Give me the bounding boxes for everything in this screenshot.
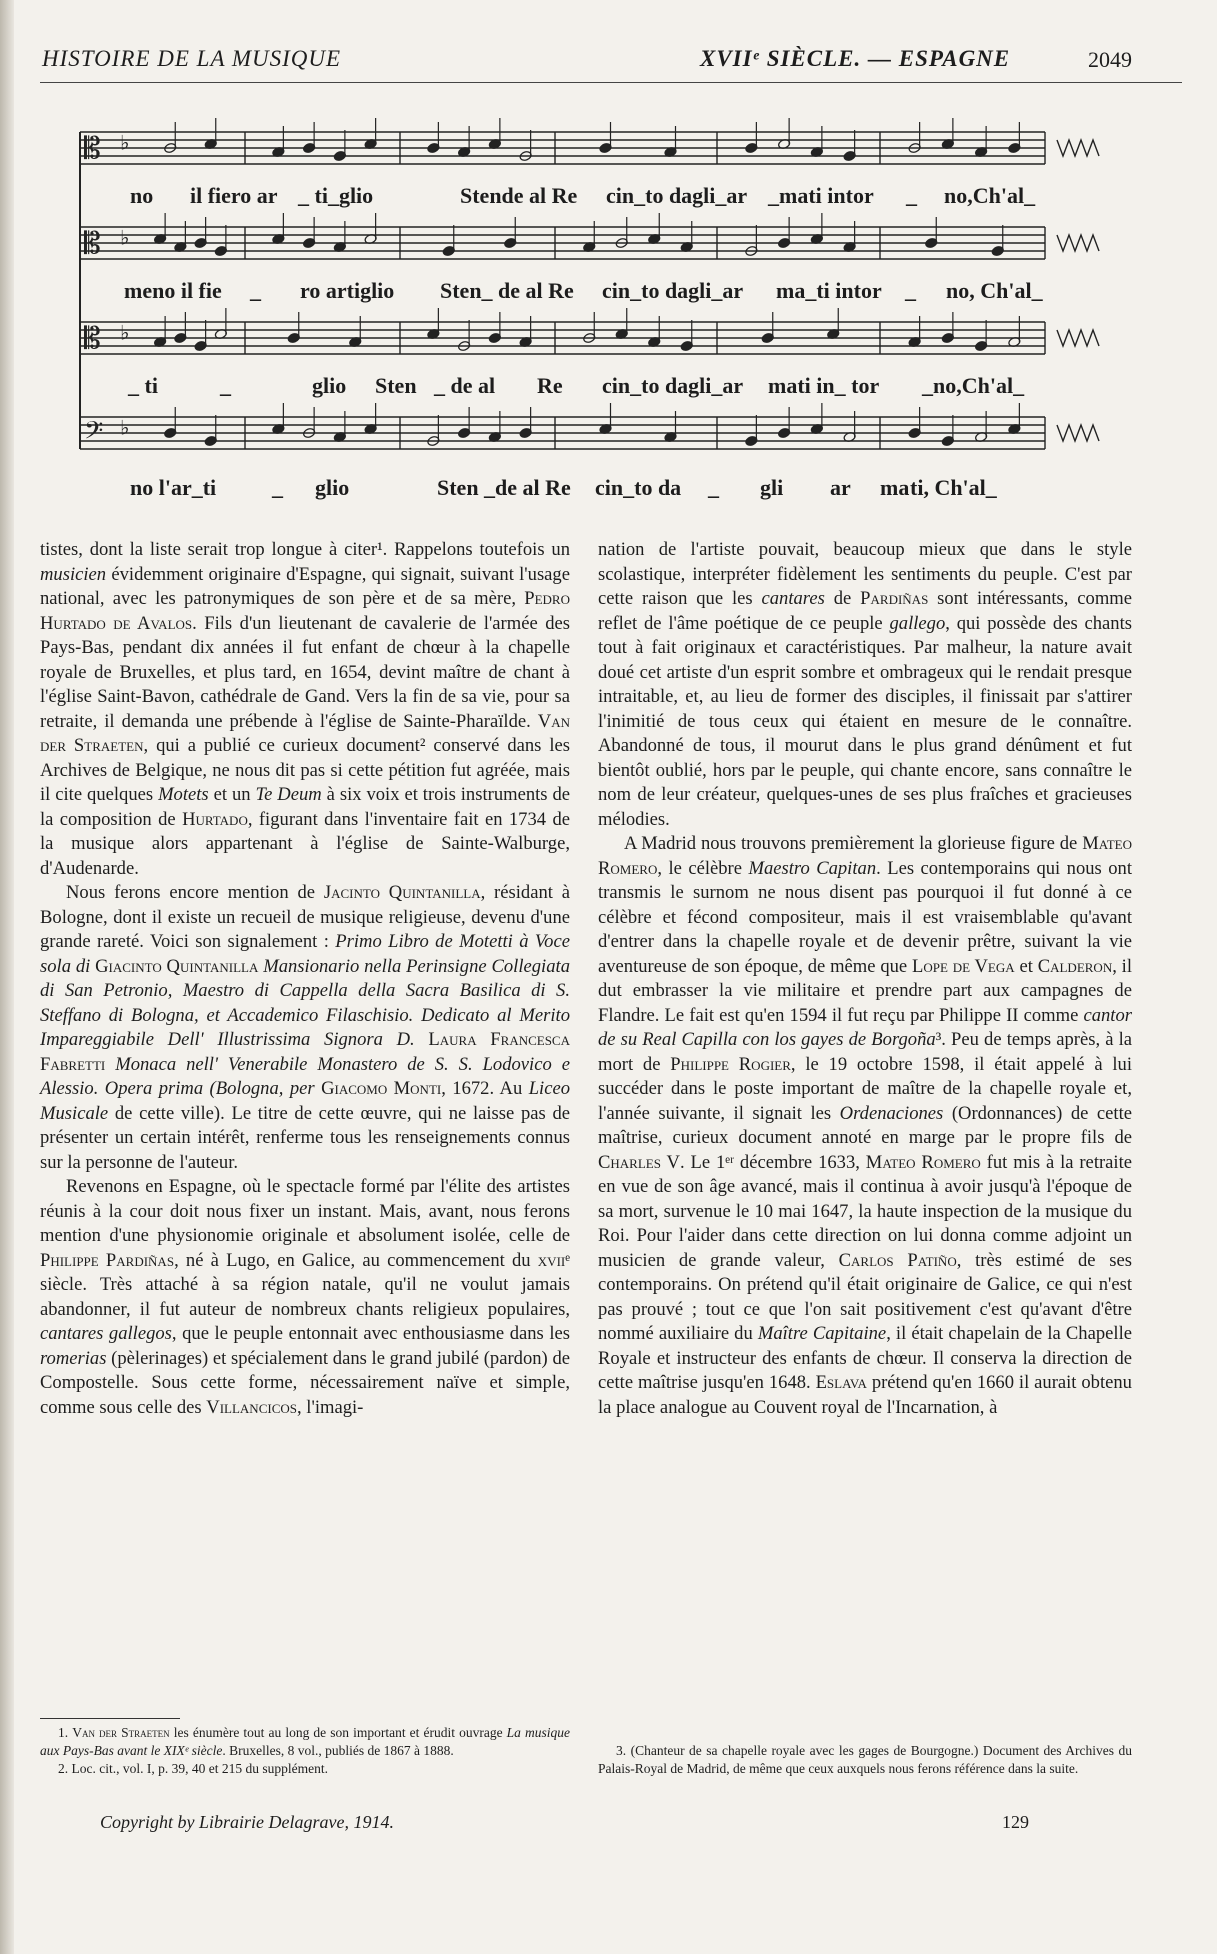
flat-sign: ♭: [120, 225, 130, 250]
century: xviiᵉ: [537, 1249, 570, 1271]
person-name: Philippe Pardiñas: [40, 1249, 175, 1271]
lyric-syllable: Sten_ de al Re: [440, 278, 574, 303]
lyric-syllable: _no,Ch'al_: [922, 373, 1025, 398]
text-italic: Primo Libro de Motetti à Voce sola di: [40, 931, 570, 977]
lyric-syllable: gli: [760, 475, 784, 500]
text: à six voix et trois instruments de la composition de: [40, 784, 571, 830]
lyric-syllable: _: [220, 373, 231, 398]
text: (pèlerinages) et spécialement dans le grand jubilé (pardon) de Compostelle. Sous cette forme, nécessairement naïve et simple, comme sous celle des: [40, 1347, 570, 1418]
text-italic: gallego: [889, 612, 946, 634]
flat-sign: ♭: [120, 415, 130, 440]
continuation-mark: [1057, 235, 1099, 251]
text: tistes, dont la liste serait trop longue à citer¹. Rappelons toutefois un: [40, 539, 570, 560]
lyric-syllable: cin_to dagli_ar: [606, 183, 748, 208]
text: Revenons en Espagne, où le spectacle formé par l'élite des artistes réunis à la cour doit nous fixer un instant. Mais, avant, nous ferons mention d'une physionomie originale et absolument isolée, celle de: [40, 1176, 570, 1246]
text-italic: Te Deum: [255, 784, 322, 805]
text-italic: cantor de su Real Capilla con los gayes de Borgoña: [598, 1004, 1132, 1050]
person-name: Mateo Romero: [865, 1151, 981, 1173]
text: nation de l'artiste pouvait, beaucoup mieux que dans le style scolastique, interpréter fidèlement les sentiments du peuple. C'est par cette raison que les: [598, 539, 1132, 609]
text: . Le 1ᵉʳ décembre 1633,: [679, 1151, 860, 1173]
text: de: [833, 588, 852, 609]
text-italic: musicien: [40, 563, 107, 585]
lyric-syllable: glio: [315, 475, 350, 500]
tenor-clef: 𝄡: [84, 131, 101, 167]
text: ³. Peu de temps après, à la mort de: [598, 1029, 1132, 1075]
lyric-syllable: Re: [537, 373, 563, 398]
text: . Bruxelles, 8 vol., publiés de 1867 à 1888.: [222, 1743, 454, 1758]
text-italic: Monaca nell' Venerabile Monastero de S. S. Lodovico e Alessio. Opera prima (Bologna, per: [40, 1053, 570, 1099]
text-italic: cantares: [761, 588, 825, 609]
binding-shadow: [0, 0, 14, 1954]
text-italic: cantares gallegos: [40, 1323, 172, 1344]
person-name: Van der Straeten: [72, 1725, 170, 1740]
header-rule: [40, 82, 1182, 83]
text: (Ordonnances) de cette maîtrise, curieux document annoté en marge par le propre fils de: [598, 1102, 1132, 1148]
lyric-syllable: cin_to da: [595, 475, 682, 500]
footnote-number: 1.: [58, 1725, 69, 1740]
person-name: Laura Francesca Fabretti: [40, 1029, 570, 1075]
text: évidemment originaire d'Espagne, qui signait, suivant l'usage national, avec les patronymiques de son père et de sa mère,: [40, 563, 570, 609]
person-name: Giacomo Monti: [321, 1078, 442, 1099]
person-name: Giacinto Quintanilla: [95, 955, 259, 977]
lyric-syllable: no,Ch'al_: [944, 183, 1036, 208]
folio-number: 129: [1002, 1812, 1029, 1832]
person-name: Eslava: [815, 1372, 867, 1393]
text-italic: Maestro Capitan: [748, 857, 877, 879]
text: sont intéressants, comme reflet de l'âme poétique de ce peuple: [598, 588, 1133, 634]
person-name: Pedro Hurtado de Avalos: [40, 588, 570, 634]
book-title: La musique aux Pays-Bas avant le XIXᵉ siècle: [40, 1725, 570, 1758]
lyric-syllable: ma_ti intor: [776, 278, 882, 303]
lyric-syllable: _mati intor: [768, 183, 874, 208]
text: , très estimé de ses contemporains. On prétend qu'il était originaire de Galice, ce qui n'est pas prouvé ; tout ce que l'on sait positivement c'est qu'avant d'être nommé auxiliaire du: [598, 1249, 1132, 1344]
lyric-syllable: _: [906, 183, 917, 208]
text: . Les contemporains qui nous ont transmis le surnom ne nous disent pas pourquoi il fut donné à ce célèbre et fécond compositeur, mais il est vraisemblable qu'avant d'entrer dans la chapelle royale et de devenir prêtre, suivant la vie aventureuse de son époque, de même que: [598, 857, 1132, 977]
person-name: Carlos Patiño: [838, 1249, 957, 1271]
text-italic: Ordenaciones: [839, 1102, 944, 1124]
person-name: Charles V: [598, 1151, 680, 1173]
lyric-syllable: ti, Ch'al_: [910, 475, 997, 500]
text-column-left: [40, 538, 570, 1420]
lyric-syllable: _ ti: [128, 373, 158, 398]
lyric-syllable: ro artiglio: [300, 278, 395, 303]
flat-sign: ♭: [120, 130, 130, 155]
text: les énumère tout au long de son important et érudit ouvrage: [173, 1725, 503, 1740]
person-name: Pardiñas: [860, 588, 929, 609]
footnotes-right: [598, 1742, 1132, 1778]
footnote: 3. (Chanteur de sa chapelle royale avec les gages de Bourgogne.) Document des Archives du Palais-Royal de Madrid, de même que ceux auxquels nous ferons référence dans la suite.: [598, 1743, 1132, 1776]
footnote-rule: [40, 1718, 180, 1719]
text: , résidant à Bologne, dont il existe un recueil de musique religieuse, devenu d'une grande rareté. Voici son signalement :: [40, 882, 570, 952]
footnote: 2. Loc. cit., vol. I, p. 39, 40 et 215 du supplément.: [58, 1761, 328, 1776]
lyric-syllable: ar: [830, 475, 851, 500]
lyric-syllable: meno il fie: [124, 278, 222, 303]
text-italic: Mansionario nella Perinsigne Collegiata di San Petronio, Maestro di Cappella della Sacra Basilica di S. Steffano di Bologna, et Accademico Filaschisio. Dedicato al Merito Impareggiabile Dell' Illustrissima Signora D.: [40, 955, 570, 1050]
text: Nous ferons encore mention de: [66, 882, 316, 903]
person-name: Calderon: [1037, 955, 1113, 977]
lyric-syllable: _ ti_glio: [298, 183, 374, 208]
text: , qui possède des chants tout à fait originaux et caractéristiques. Par malheur, la nature avait doué cet artiste d'un esprit sombre et ombrageux qui le rendait presque intraitable, et, au lieu de former des disciples, il finissait par s'attirer l'inimitié de tous ceux qui étaient en mesure de le connaître. Abandonné de tous, il mourut dans le plus grand dénûment et fut bientôt oublié, hors par le peuple, qui chante encore, sans connaître le nom de leur créateur, quelques-unes de ses plus fraîches et gracieuses mélodies.: [598, 612, 1132, 830]
text: , né à Lugo, en Galice, au commencement du: [174, 1249, 531, 1271]
continuation-mark: [1057, 330, 1099, 346]
text: siècle. Très attaché à sa région natale, qu'il ne voulut jamais abandonner, il fut auteur de nombreux chants religieux populaires,: [40, 1274, 570, 1320]
text-italic: romerias: [40, 1347, 107, 1369]
page-number: 2049: [1088, 47, 1132, 72]
copyright-line: Copyright by Librairie Delagrave, 1914.: [100, 1812, 394, 1832]
lyric-syllable: cin_to dagli_ar: [602, 373, 744, 398]
person-name: Philippe Rogier: [670, 1053, 791, 1075]
lyric-syllable: Sten _de al Re: [437, 475, 571, 500]
text: , l'imagi-: [297, 1396, 364, 1418]
genre-name: Villancicos: [206, 1396, 297, 1418]
section-title: XVIIᵉ SIÈCLE. — ESPAGNE: [700, 46, 1011, 71]
lyric-syllable: no l'ar_ti: [130, 475, 217, 500]
text: prétend qu'en 1660 il aurait obtenu la place analogue au Couvent royal de l'Incarnation, à: [598, 1372, 1132, 1418]
person-name: Hurtado: [182, 808, 248, 830]
text: et: [1019, 955, 1033, 977]
text-column-right: [598, 538, 1132, 1420]
text: , qui a publié ce curieux document² conservé dans les Archives de Belgique, ne nous dit pas si cette pétition fut agréée, mais il cite quelques: [40, 735, 571, 805]
text: , il était chapelain de la Chapelle Royale et instructeur des enfants de chœur. Il conserva la direction de cette maîtrise jusqu'en 1648.: [598, 1323, 1132, 1393]
running-title: HISTOIRE DE LA MUSIQUE: [42, 46, 342, 71]
lyric-syllable: no: [130, 183, 154, 208]
tenor-clef: 𝄡: [84, 321, 101, 357]
text-italic: Liceo Musicale: [40, 1078, 570, 1124]
tenor-clef: 𝄡: [84, 226, 101, 262]
person-name: Jacinto Quintanilla: [323, 882, 481, 903]
text: , 1672. Au: [441, 1078, 523, 1099]
text: A Madrid nous trouvons premièrement la glorieuse figure de: [624, 833, 1078, 854]
person-name: Lope de Vega: [911, 955, 1015, 977]
lyric-syllable: _ de al: [434, 373, 496, 398]
footnotes-left: [40, 1724, 570, 1778]
text: , le 19 octobre 1598, il était appelé à lui succéder dans le poste important de maître de la chapelle royale et, l'année suivante, il signait les: [598, 1053, 1132, 1124]
lyric-syllable: glio: [312, 373, 347, 398]
text: . Fils d'un lieutenant de cavalerie de l'armée des Pays-Bas, pendant dix années il fut enfant de chœur à la chapelle royale de Bruxelles, et plus tard, en 1654, devint maître de chant à l'église Saint-Bavon, cathédrale de Gand. Vers la fin de sa vie, pour sa retraite, il demanda une prébende à l'église de Sainte-Pharaïlde.: [40, 612, 570, 732]
text: , il dut embrasser la vie militaire et prendre part aux campagnes de Flandre. Le fait est qu'en 1594 il fut reçu par Philippe II comme: [598, 955, 1133, 1026]
bass-clef: 𝄢: [84, 416, 104, 452]
lyric-syllable: no, Ch'al_: [946, 278, 1043, 303]
text: , que le peuple entonnait avec enthousiasme dans les: [171, 1323, 570, 1344]
lyric-syllable: _: [708, 475, 719, 500]
lyric-syllable: Stende al Re: [460, 183, 578, 208]
text: , le célèbre: [657, 857, 742, 879]
text-italic: Maître Capitaine: [757, 1323, 887, 1344]
lyric-syllable: _: [905, 278, 916, 303]
lyric-syllable: Sten: [375, 373, 417, 398]
lyric-syllable: ma: [880, 475, 910, 500]
text: et un: [213, 784, 251, 805]
lyric-syllable: il fiero ar: [190, 183, 278, 208]
flat-sign: ♭: [120, 320, 130, 345]
text: , figurant dans l'inventaire fait en 1734 de la musique alors appartenant à l'église de Sainte-Walburge, d'Audenarde.: [40, 808, 570, 879]
lyric-syllable: _: [272, 475, 283, 500]
person-name: Mateo Romero: [598, 833, 1132, 879]
lyric-syllable: _: [250, 278, 261, 303]
lyric-syllable: mati in_ tor: [768, 373, 880, 398]
text-italic: Motets: [158, 784, 209, 805]
continuation-mark: [1057, 425, 1099, 441]
lyric-syllable: cin_to dagli_ar: [602, 278, 744, 303]
music-score: [60, 110, 1160, 510]
person-name: Van der Straeten: [40, 710, 570, 756]
text: fut mis à la retraite en vue de son âge avancé, mais il continua à avoir jusqu'à l'époque de sa mort, survenue le 10 mai 1647, la haute inspection de la musique du Roi. Pour l'aider dans cette direction on lui donna comme adjoint un musicien de grande valeur,: [598, 1151, 1133, 1271]
text: de cette ville). Le titre de cette œuvre, qui ne laisse pas de présenter un certain intérêt, renferme tous les renseignements connus sur la personne de l'auteur.: [40, 1102, 570, 1173]
continuation-mark: [1057, 140, 1099, 156]
